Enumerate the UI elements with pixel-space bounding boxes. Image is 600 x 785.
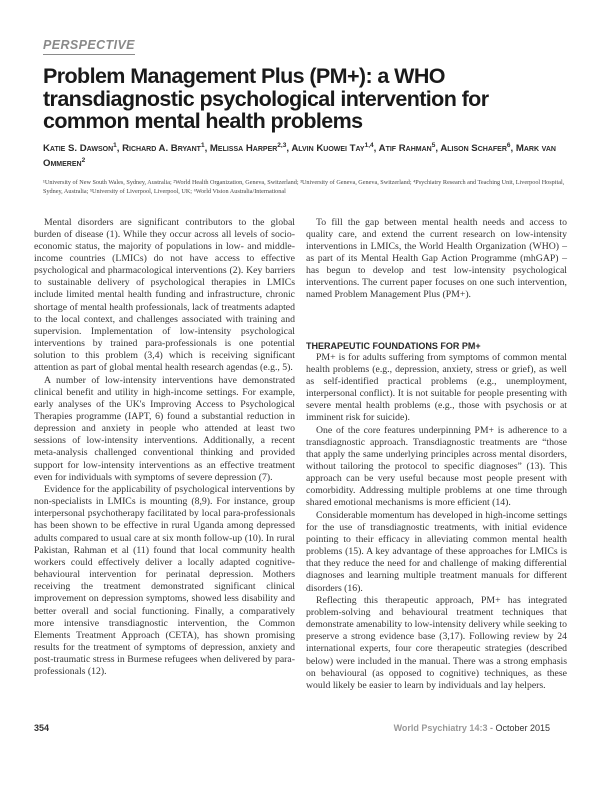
- paragraph: Mental disorders are significant contributors to the global burden of disease (1). While they occur across all levels of socio-economic status, the majority of populations in low- and middle-income countries (LMICs) do not have access to effective psychological and pharmacological interventions (2). Key barriers to sustainable delivery of psychological therapies in LMICs include limited mental health funding and infrastructure, chronic shortage of mental health professionals, lack of treatments adapted to the local context, and challenges associated with training and supervision. Implementation of low-intensity psychological interventions by trained para-professionals is one potential solution to this problem (3,4) which is receiving significant attention as part of global mental health research agendas (e.g., 5).: [34, 216, 295, 374]
- page-footer: [34, 722, 567, 734]
- article-header: [34, 36, 567, 197]
- journal-name: World Psychiatry 14:3: [393, 722, 488, 733]
- paragraph: One of the core features underpinning PM+ is adherence to a transdiagnostic approach. Transdiagnostic treatments are “those that apply the same underlying principles across mental disorders, without tailoring the protocol to specific diagnoses” (13). This approach can be very useful because most people present with comorbidity. Addressing multiple problems at one time through shared emotional mechanisms is more efficient (14).: [306, 424, 567, 509]
- section-label: PERSPECTIVE: [43, 38, 135, 55]
- author: Atif Rahman$^5$: [378, 141, 436, 154]
- article-title: Problem Management Plus (PM+): a WHO transdiagnostic psychological intervention for common mental health problems: [43, 64, 489, 133]
- journal-footer: [394, 722, 550, 734]
- affiliations: ¹University of New South Wales, Sydney, Australia; ²World Health Organization, Geneva, Switzerland; ³University of Geneva, Geneva, Switzerland; ⁴Psychiatry Research and Teaching Unit, Liverpool Hospital, Sydney, Australia; ⁵University of Liverpool, Liverpool, UK; ⁶World Vision Australia/International: [43, 178, 565, 195]
- left-column: [34, 217, 295, 692]
- paragraph: To fill the gap between mental health needs and access to quality care, and extend the current research on low-intensity interventions in LMICs, the World Health Organization (WHO) – as part of its Mental Health Gap Action Programme (mhGAP) – has begun to develop and test low-intensity psychological interventions. The current paper focuses on one such intervention, named Problem Management Plus (PM+).: [306, 216, 567, 301]
- section-heading: THERAPEUTIC FOUNDATIONS FOR PM+: [306, 340, 481, 351]
- footer-separator: -: [487, 722, 496, 733]
- author: Richard A. Bryant$^1$: [122, 141, 205, 154]
- author: Katie S. Dawson$^1$: [43, 141, 117, 154]
- paragraph: Considerable momentum has developed in high-income settings for the use of transdiagnostic treatments, with initial evidence pointing to their efficacy in alleviating common mental health problems (15). A key advantage of these approaches for LMICs is that they reduce the need for and challenge of making differential diagnoses and learning multiple treatment manuals for different disorders (16).: [306, 509, 567, 594]
- paragraph: Reflecting this therapeutic approach, PM+ has integrated problem-solving and behavioural treatment techniques that demonstrate amenability to low-intensity delivery while seeking to preserve a strong evidence base (3,17). Following review by 24 international experts, four core therapeutic strategies (described below) were included in the manual. There was a strong emphasis on behavioural (as opposed to cognitive) techniques, as these would likely be easier to learn by individuals and lay helpers.: [306, 594, 567, 691]
- paragraph: Evidence for the applicability of psychological interventions by non-specialists in LMICs is mounting (8,9). For instance, group interpersonal psychotherapy facilitated by local para-professionals has been shown to be effective in rural Uganda among depressed adults compared to usual care at six month follow-up (10). In rural Pakistan, Rahman et al (11) found that local community health workers could effectively deliver a locally adapted cognitive-behavioural intervention for perinatal depression. Mothers receiving the treatment demonstrated significant clinical improvement on depression symptoms, showed less disability and better overall and social functioning. Finally, a comparatively more intensive transdiagnostic intervention, the Common Elements Treatment Approach (CETA), has shown promising results for the treatment of symptoms of depression, anxiety and post-traumatic stress in Burmese refugees when delivered by para-professionals (12).: [34, 483, 295, 678]
- author-list: Katie S. Dawson$^1$, Richard A. Bryant$^1$, Melissa Harper$^{2,3}$, Alvin Kuowei Tay$^{1,4}$, Atif Rahman$^5$, Alison Schafer$^6$, Mark van Ommeren$^2$: [43, 141, 556, 169]
- paragraph: A number of low-intensity interventions have demonstrated clinical benefit and utility in high-income settings. For example, early analyses of the UK's Improving Access to Psychological Therapies programme (IAPT, 6) found a substantial reduction in depression and anxiety in people who attended at least two sessions of low-intensity interventions. Additionally, a recent meta-analysis challenged conventional thinking and provided support for low-intensity interventions as an effective treatment even for individuals with symptoms of severe depression (7).: [34, 374, 295, 483]
- author: Alvin Kuowei Tay$^{1,4}$: [291, 141, 374, 154]
- issue-date: October 2015: [495, 722, 550, 733]
- paragraph: PM+ is for adults suffering from symptoms of common mental health problems (e.g., depression, anxiety, stress or grief), as well as self-identified practical problems (e.g., unemployment, interpersonal conflict). It is not suitable for people presenting with severe mental health problems (e.g., those with psychosis or at imminent risk for suicide).: [306, 351, 567, 424]
- author: Mark van Ommeren$^2$: [43, 142, 556, 169]
- page-number: 354: [34, 722, 50, 733]
- author: Melissa Harper$^{2,3}$: [209, 141, 287, 154]
- body-columns: [34, 217, 567, 692]
- right-column: [306, 217, 567, 692]
- author: Alison Schafer$^6$: [440, 141, 511, 154]
